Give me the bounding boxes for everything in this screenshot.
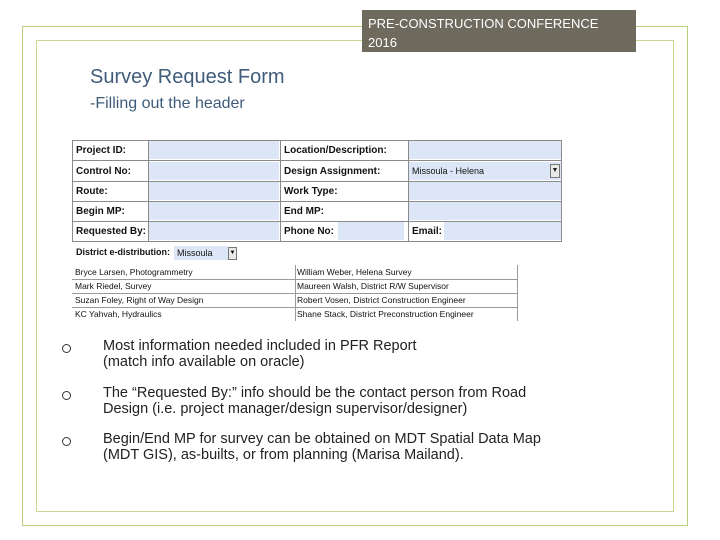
- phone-no-label: Phone No:: [284, 226, 334, 237]
- dropdown-arrow-icon[interactable]: ▼: [228, 247, 237, 260]
- bullet-line: The “Requested By:” info should be the contact person from Road: [103, 385, 527, 401]
- phone-no-field[interactable]: [338, 222, 404, 240]
- bullet-line: Begin/End MP for survey can be obtained on MDT Spatial Data Map: [103, 431, 541, 447]
- form-grid-line: [72, 241, 562, 242]
- banner-line-1: PRE-CONSTRUCTION CONFERENCE: [368, 16, 599, 31]
- distribution-list: [72, 265, 518, 321]
- list-item: [72, 293, 518, 307]
- list-item: [72, 279, 518, 293]
- dropdown-arrow-icon[interactable]: ▼: [550, 164, 560, 178]
- distribution-name: Shane Stack, District Preconstruction Engineer: [297, 309, 474, 319]
- distribution-name: Mark Riedel, Survey: [75, 281, 152, 291]
- work-type-label: Work Type:: [284, 186, 338, 197]
- form-row-mp: [72, 201, 562, 221]
- distribution-name: KC Yahvah, Hydraulics: [75, 309, 162, 319]
- end-mp-field[interactable]: [409, 202, 561, 220]
- requested-by-field[interactable]: [149, 222, 279, 240]
- distribution-name: William Weber, Helena Survey: [297, 267, 412, 277]
- survey-form-header: [72, 140, 562, 242]
- project-id-label: Project ID:: [76, 145, 127, 156]
- form-row-project-id: [72, 140, 562, 160]
- design-assignment-select[interactable]: [409, 162, 561, 180]
- bullet-line: (match info available on oracle): [103, 354, 305, 370]
- route-label: Route:: [76, 186, 108, 197]
- circle-bullet-icon: [62, 437, 71, 446]
- form-row-control-no: [72, 161, 562, 181]
- bullet-text: [103, 385, 613, 417]
- district-e-distribution: [72, 246, 242, 262]
- slide-title: Survey Request Form: [90, 66, 285, 88]
- design-assignment-label: Design Assignment:: [284, 166, 381, 177]
- project-id-field[interactable]: [149, 141, 279, 159]
- bullet-line: Most information needed included in PFR Report: [103, 338, 417, 354]
- begin-mp-label: Begin MP:: [76, 206, 125, 217]
- begin-mp-field[interactable]: [149, 202, 279, 220]
- distribution-name: Robert Vosen, District Construction Engineer: [297, 295, 466, 305]
- slide-subtitle: -Filling out the header: [90, 95, 245, 112]
- bullet-text: [103, 338, 613, 370]
- distribution-name: Maureen Walsh, District R/W Supervisor: [297, 281, 449, 291]
- control-no-field[interactable]: [149, 162, 279, 180]
- work-type-field[interactable]: [409, 182, 561, 200]
- district-select[interactable]: Missoula: [174, 246, 228, 260]
- location-description-field[interactable]: [409, 141, 561, 159]
- bullet-line: Design (i.e. project manager/design supervisor/designer): [103, 401, 468, 417]
- bullet-text: [103, 431, 613, 463]
- end-mp-label: End MP:: [284, 206, 324, 217]
- location-description-label: Location/Description:: [284, 145, 387, 156]
- requested-by-label: Requested By:: [76, 226, 147, 237]
- design-assignment-value: Missoula - Helena: [412, 166, 485, 176]
- list-item: [72, 307, 518, 321]
- distribution-name: Suzan Foley, Right of Way Design: [75, 295, 204, 305]
- route-field[interactable]: [149, 182, 279, 200]
- email-field[interactable]: [444, 222, 561, 240]
- email-label: Email:: [412, 226, 443, 237]
- banner-line-2: 2016: [368, 35, 397, 50]
- control-no-label: Control No:: [76, 166, 131, 177]
- list-item: [72, 265, 518, 279]
- conference-banner: [362, 10, 636, 52]
- circle-bullet-icon: [62, 344, 71, 353]
- form-row-route: [72, 181, 562, 201]
- district-e-distribution-label: District e-distribution:: [76, 247, 170, 257]
- distribution-name: Bryce Larsen, Photogrammetry: [75, 267, 193, 277]
- form-row-requested-by: [72, 221, 562, 241]
- circle-bullet-icon: [62, 391, 71, 400]
- bullet-line: (MDT GIS), as-builts, or from planning (Marisa Mailand).: [103, 447, 464, 463]
